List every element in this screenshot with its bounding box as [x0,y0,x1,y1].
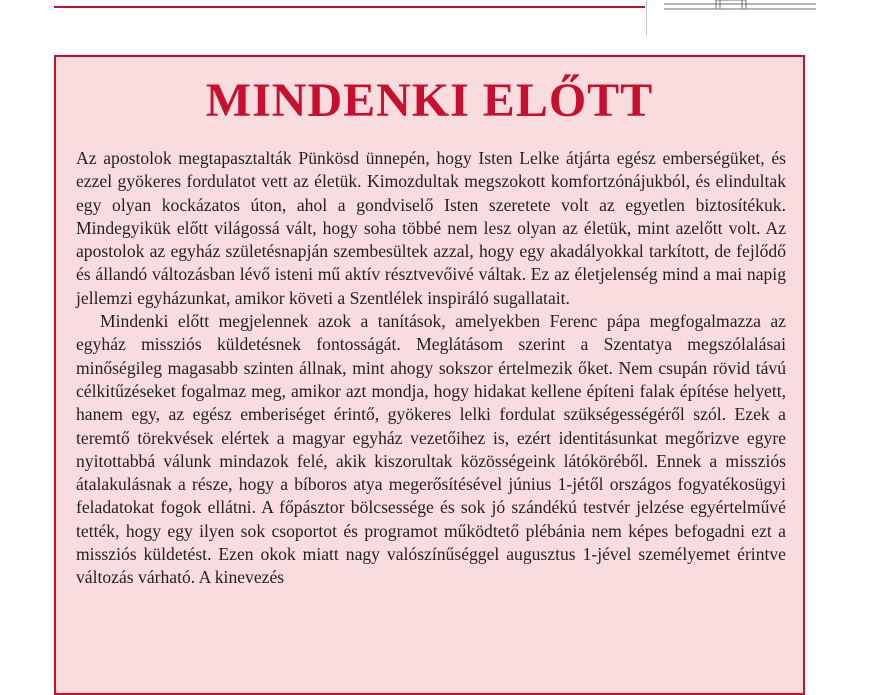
article-body [76,147,786,590]
church-logo-fragment [664,0,816,10]
church-building-icon [664,0,816,10]
article-paragraph: Mindenki előtt megjelennek azok a tanítások, amelyekben Ferenc pápa megfogalmazza az egyház missziós küldetésnek fontosságát. Meglátásom szerint a Szentatya megszólalásai minőségileg magasabb szinten állnak, mint ahogy sokszor értelmezik őket. Nem csupán rövid távú célkitűzéseket fogalmaz meg, amikor azt mondja, hogy hidakat kellene építeni falak építése helyett, hanem egy, az egész emberiséget érintő, gyökeres lelki fordulat szükségességéről szól. Ezek a teremtő törekvések elértek a magyar egyház vezetőihez is, ezért identitásunkat megőrizve egyre nyitottabbá válunk mindazok felé, akik kiszorultak közösségeink látóköréből. Ennek a missziós átalakulásnak a része, hogy a bíboros atya megerősítésével június 1-jétől országos fogyatékosügyi feladatokat fogok ellátni. A főpásztor bölcsessége és sok jó szándékú testvér jelzése egyértelművé tették, hogy egy ilyen sok csoportot és programot működtető plébánia nem képes befogadni ezt a missziós küldetést. Ezen okok miatt nagy valószínűséggel augusztus 1-jével személyemet érintve változás várható. A kinevezés [76,311,786,588]
header-divider [646,0,647,36]
header-rule [54,6,645,8]
article-title: MINDENKI ELŐTT [205,74,654,127]
article-paragraph: Az apostolok megtapasztalták Pünkösd ünnepén, hogy Isten Lelke átjárta egész emberségüket, és ezzel gyökeres fordulatot vett az életük. Kimozdultak megszokott komfortzónájukból, és elindultak egy olyan kockázatos úton, ahol a gondviselő Isten szeretete volt az egyetlen biztosítékuk. Mindegyikük előtt világossá vált, hogy soha többé nem lesz olyan az életük, mint azelőtt volt. Az apostolok az egyház születésnapján szembesültek azzal, hogy egy akadályokkal tarkított, de fejlődő és állandó változásban lévő isteni mű aktív résztvevőivé váltak. Ez az életjelenség mind a mai napig jellemzi egyházunkat, amikor követi a Szentlélek inspiráló sugallatait. [76,148,786,308]
article-box [54,55,805,695]
